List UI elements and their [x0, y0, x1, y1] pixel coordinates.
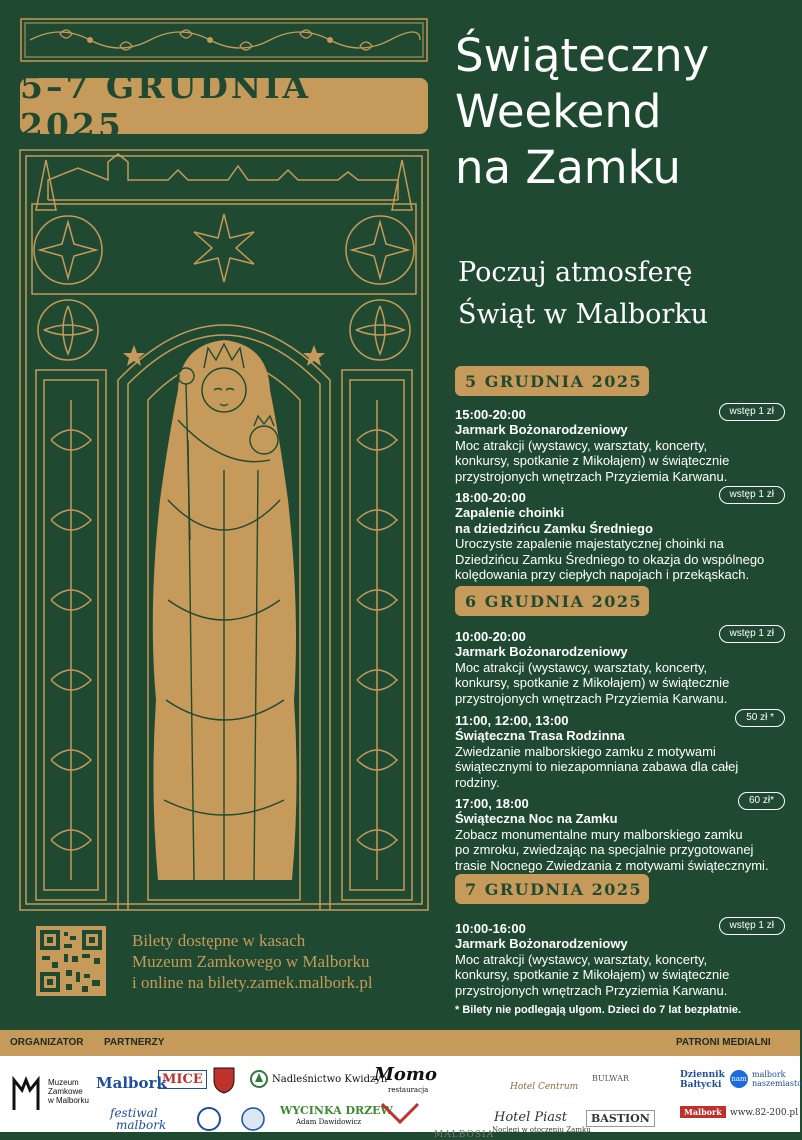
qr-code-icon[interactable]	[36, 926, 106, 996]
nam-logo[interactable]: nam	[730, 1070, 748, 1088]
organizer-line-3: w Malborku	[48, 1096, 89, 1105]
price-badge: 60 zł*	[738, 792, 785, 810]
day-3-header: 7 GRUDNIA 2025	[455, 874, 649, 904]
event-desc-line: trasie Nocnego Zwiedzania z motywami świątecznymi.	[455, 857, 769, 873]
website-link[interactable]: www.82-200.pl	[730, 1108, 799, 1118]
momo-logo[interactable]: Momo	[374, 1064, 437, 1085]
day-2-header: 6 GRUDNIA 2025	[455, 586, 649, 616]
radio-logo[interactable]: Malbork	[680, 1106, 726, 1118]
dziennik-line-2: Bałtycki	[680, 1080, 722, 1090]
title-line-2: Weekend	[455, 85, 662, 138]
organizer-logo[interactable]	[12, 1076, 92, 1120]
dziennik-line-1: Dziennik	[680, 1070, 725, 1080]
event-desc-line: Moc atrakcji (wystawcy, warsztaty, koncerty,	[455, 659, 708, 675]
event-desc-line: przystrojonych wnętrzach Przyziemia Karwanu.	[455, 468, 728, 484]
nadlesnictwo-logo[interactable]: Nadleśnictwo Kwidzyn	[272, 1074, 388, 1085]
naszemiasto-line-1: malbork	[752, 1070, 786, 1079]
tickets-line-1: Bilety dostępne w kasach	[132, 931, 306, 950]
crest-logo-icon	[380, 1100, 420, 1126]
event-2	[455, 490, 785, 582]
festival-logo-line-1[interactable]: festiwal	[110, 1106, 158, 1120]
price-badge: wstęp 1 zł	[719, 917, 785, 935]
price-badge: 50 zł *	[735, 709, 785, 727]
naszemiasto-line-2: naszemiasto	[752, 1079, 802, 1088]
price-badge: wstęp 1 zł	[719, 625, 785, 643]
event-desc-line: Moc atrakcji (wystawcy, warsztaty, koncerty,	[455, 951, 708, 967]
event-desc-line: konkursy, spotkanie z Mikołajem) w świątecznie	[455, 967, 730, 983]
title-line-1: Świąteczny	[455, 29, 710, 82]
sponsors-header	[0, 1030, 800, 1056]
event-time: 18:00-20:00	[455, 490, 526, 505]
wycinka-subtitle: Adam Dawidowicz	[296, 1118, 362, 1126]
organizer-line-2: Zamkowe	[48, 1087, 83, 1096]
subtitle	[458, 252, 788, 336]
event-time: 15:00-20:00	[455, 407, 526, 422]
dziennik-logo[interactable]	[680, 1070, 725, 1090]
event-time: 11:00, 12:00, 13:00	[455, 713, 569, 728]
malbosia-logo[interactable]: MALBOSIA	[434, 1130, 495, 1140]
event-desc-line: Moc atrakcji (wystawcy, warsztaty, koncerty,	[455, 437, 708, 453]
footnote: * Bilety nie podlegają ulgom. Dzieci do 7 lat bezpłatnie.	[455, 1004, 742, 1016]
tickets-link[interactable]: i online na bilety.zamek.malbork.pl	[132, 973, 373, 992]
event-time: 17:00, 18:00	[455, 796, 529, 811]
hotel-centrum-logo[interactable]: Hotel Centrum	[510, 1082, 579, 1092]
event-name: Jarmark Bożonarodzeniowy	[455, 644, 628, 660]
wycinka-logo[interactable]: WYCINKA DRZEW	[280, 1104, 393, 1117]
tickets-info	[36, 926, 426, 996]
tickets-text	[132, 930, 432, 993]
coat-of-arms-icon	[212, 1066, 236, 1094]
badge-logo-icon	[240, 1106, 266, 1132]
title-line-3: na Zamku	[455, 141, 681, 194]
bulwar-logo[interactable]: BULWAR	[592, 1074, 629, 1083]
event-desc-line: Zobacz monumentalne mury malborskiego zamku	[455, 826, 743, 842]
ornament-vine-icon	[20, 18, 428, 62]
seal-logo-icon	[196, 1106, 222, 1132]
tickets-line-2: Muzeum Zamkowego w Malborku	[132, 952, 370, 971]
partners-label: PARTNERZY	[104, 1037, 165, 1048]
event-desc-line: przystrojonych wnętrzach Przyziemia Karwanu.	[455, 982, 728, 998]
event-desc-line: Uroczyste zapalenie majestatycznej choinki na	[455, 536, 724, 552]
event-time: 10:00-20:00	[455, 629, 526, 644]
subtitle-line-2: Świąt w Malborku	[458, 299, 709, 330]
event-time: 10:00-16:00	[455, 921, 526, 936]
event-desc-line: konkursy, spotkanie z Mikołajem) w świątecznie	[455, 453, 730, 469]
event-6	[455, 921, 785, 998]
sponsors-bar	[0, 1030, 802, 1140]
page-title	[455, 28, 785, 196]
event-name-line-2: na dziedzińcu Zamku Średniego	[455, 520, 653, 536]
mice-logo[interactable]: MICE	[158, 1070, 207, 1089]
naszemiasto-logo[interactable]	[752, 1070, 802, 1088]
event-desc-line: Zwiedzanie malborskiego zamku z motywami	[455, 743, 716, 759]
price-badge: wstęp 1 zł	[719, 486, 785, 504]
museum-logo-icon	[12, 1076, 40, 1112]
event-name: Świąteczna Trasa Rodzinna	[455, 728, 625, 744]
organizer-label: ORGANIZATOR	[10, 1037, 84, 1048]
event-3	[455, 629, 785, 706]
event-desc-line: Dziedzińcu Zamku Średniego to okazja do wspólnego	[455, 551, 765, 567]
subtitle-line-1: Poczuj atmosferę	[458, 257, 693, 288]
event-name: Jarmark Bożonarodzeniowy	[455, 936, 628, 952]
event-name: Zapalenie choinki	[455, 505, 565, 521]
price-badge: wstęp 1 zł	[719, 403, 785, 421]
date-banner: 5–7 GRUDNIA 2025	[20, 78, 428, 134]
event-1	[455, 407, 785, 484]
malbork-logo[interactable]: Malbork	[96, 1074, 167, 1092]
event-desc-line: rodziny.	[455, 774, 500, 790]
hotel-piast-logo[interactable]: Hotel Piast	[494, 1110, 567, 1125]
forest-logo-icon	[250, 1070, 268, 1088]
event-desc-line: przystrojonych wnętrzach Przyziemia Karwanu.	[455, 690, 728, 706]
event-name: Jarmark Bożonarodzeniowy	[455, 422, 628, 438]
madonna-illustration	[18, 140, 430, 920]
festival-logo-line-2: malbork	[116, 1118, 167, 1132]
organizer-line-1: Muzeum	[48, 1078, 79, 1087]
event-5	[455, 796, 785, 873]
momo-subtitle: restauracja	[388, 1086, 429, 1094]
event-desc-line: konkursy, spotkanie z Mikołajem) w świątecznie	[455, 675, 730, 691]
hotel-piast-subtitle: Noclegi w otoczeniu Zamku	[492, 1126, 591, 1134]
event-name: Świąteczna Noc na Zamku	[455, 811, 618, 827]
media-label: PATRONI MEDIALNI	[676, 1037, 771, 1048]
event-desc-line: świątecznymi to niezapomniana zabawa dla całej	[455, 759, 739, 775]
event-desc-line: po zmroku, zwiedzając na specjalnie przygotowanej	[455, 842, 754, 858]
event-desc-line: kolędowania przy ciepłych napojach i przekąskach.	[455, 567, 750, 583]
event-4	[455, 713, 785, 790]
bastion-logo[interactable]: BASTION	[586, 1110, 655, 1127]
day-1-header: 5 GRUDNIA 2025	[455, 366, 649, 396]
